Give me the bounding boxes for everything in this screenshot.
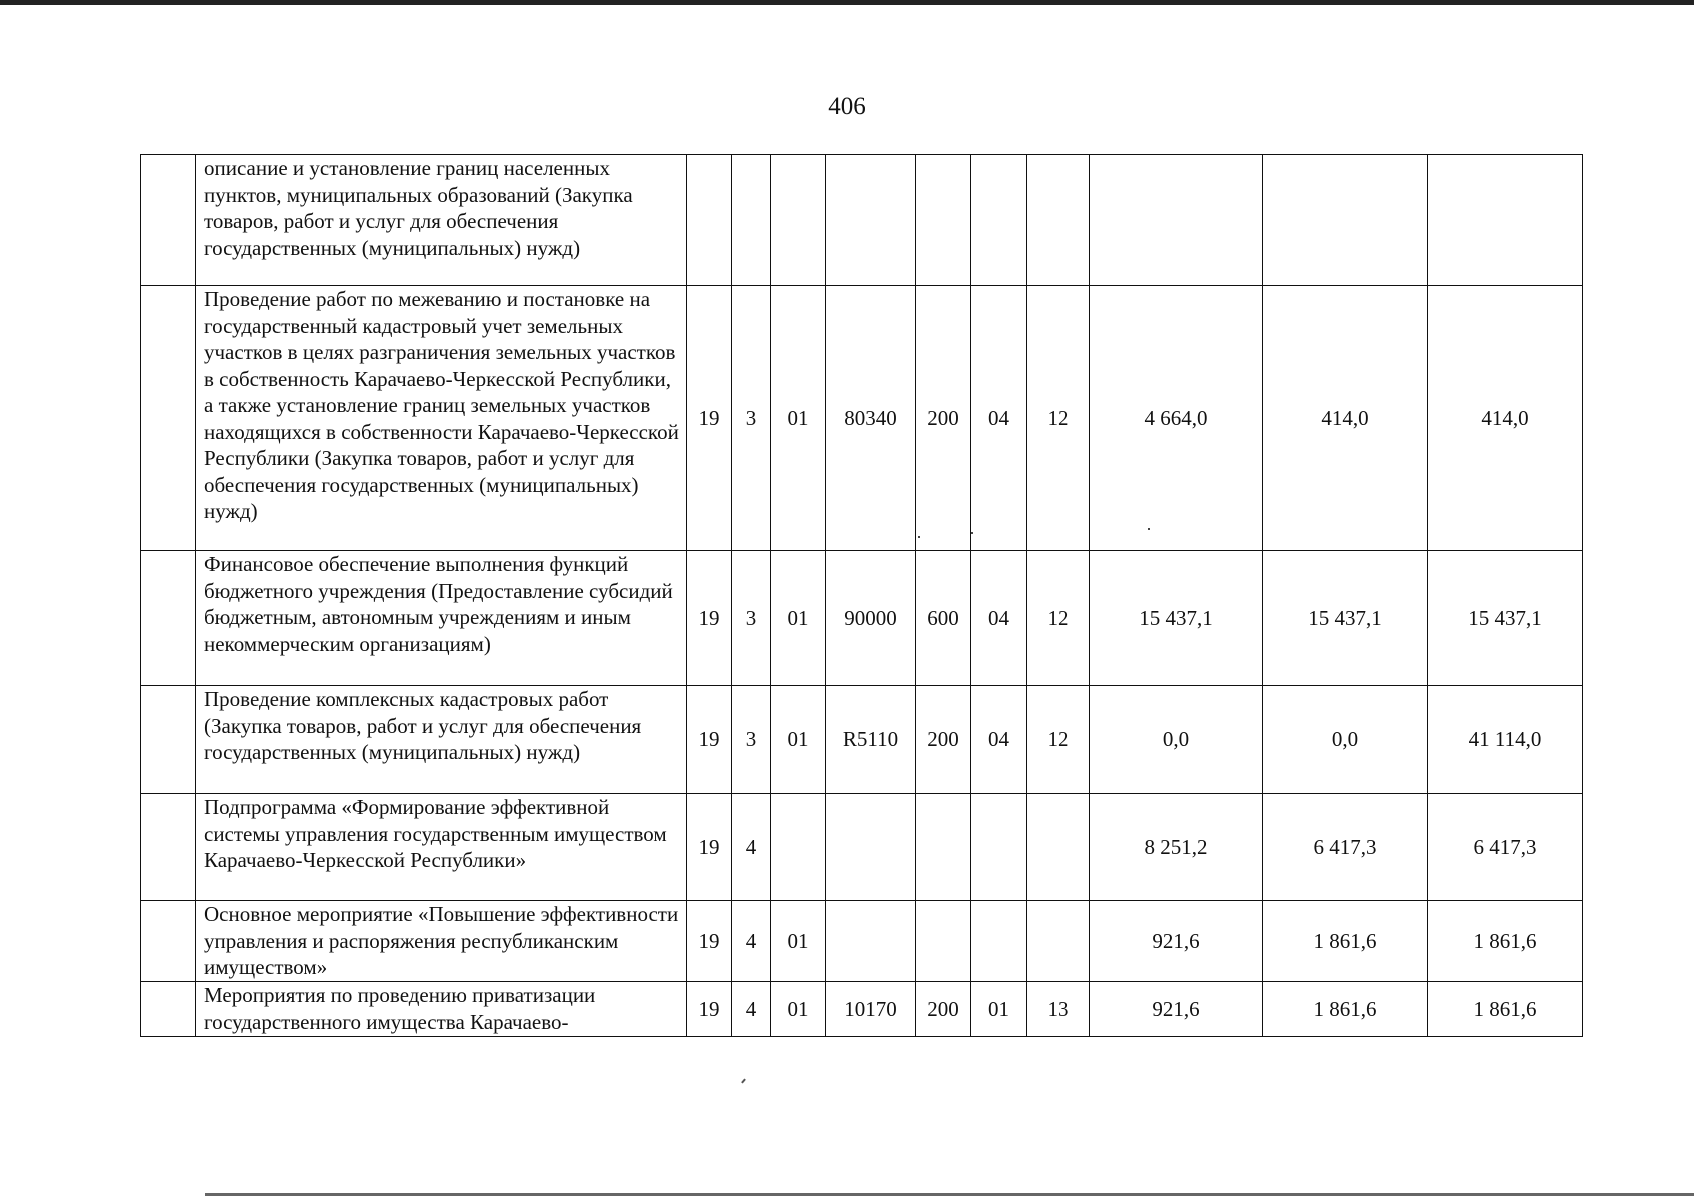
code-cell: 4 <box>732 794 771 901</box>
scan-speck <box>741 1078 746 1083</box>
code-cell: 04 <box>971 686 1027 794</box>
table-row <box>141 686 1583 794</box>
amount-cell: 1 861,6 <box>1263 982 1428 1037</box>
page-number: 406 <box>828 93 866 120</box>
amount-cell: 0,0 <box>1090 686 1263 794</box>
amount-cell: 414,0 <box>1263 286 1428 551</box>
code-cell <box>687 155 732 286</box>
code-cell: 19 <box>687 286 732 551</box>
code-cell: R5110 <box>826 686 916 794</box>
code-cell: 200 <box>916 686 971 794</box>
amount-cell <box>1428 155 1583 286</box>
amount-cell: 41 114,0 <box>1428 686 1583 794</box>
amount-cell: 8 251,2 <box>1090 794 1263 901</box>
code-cell: 13 <box>1027 982 1090 1037</box>
scan-top-edge <box>0 0 1694 5</box>
code-cell: 01 <box>771 901 826 982</box>
code-cell <box>916 155 971 286</box>
amount-cell: 6 417,3 <box>1428 794 1583 901</box>
code-cell <box>1027 794 1090 901</box>
row-number-cell <box>141 155 196 286</box>
description-cell: Финансовое обеспечение выполнения функций бюджетного учреждения (Предоставление субсидий бюджетным, автономным учреждениям и иным некоммерческим организациям) <box>196 551 687 686</box>
code-cell: 19 <box>687 901 732 982</box>
code-cell: 80340 <box>826 286 916 551</box>
amount-cell <box>1090 155 1263 286</box>
code-cell: 01 <box>771 551 826 686</box>
scan-speck <box>1148 528 1150 530</box>
amount-cell <box>1263 155 1428 286</box>
code-cell: 10170 <box>826 982 916 1037</box>
table-row <box>141 901 1583 982</box>
table-row <box>141 982 1583 1037</box>
code-cell: 4 <box>732 982 771 1037</box>
code-cell: 4 <box>732 901 771 982</box>
code-cell <box>1027 901 1090 982</box>
description-cell: Подпрограмма «Формирование эффективной системы управления государственным имуществом Карачаево-Черкесской Республики» <box>196 794 687 901</box>
scan-speck <box>971 532 973 534</box>
scan-bottom-edge <box>205 1193 1694 1196</box>
description-cell: описание и установление границ населенных пунктов, муниципальных образований (Закупка товаров, работ и услуг для обеспечения государственных (муниципальных) нужд) <box>196 155 687 286</box>
amount-cell: 921,6 <box>1090 982 1263 1037</box>
row-number-cell <box>141 794 196 901</box>
code-cell: 12 <box>1027 286 1090 551</box>
code-cell <box>771 155 826 286</box>
code-cell: 3 <box>732 286 771 551</box>
row-number-cell <box>141 901 196 982</box>
code-cell <box>826 794 916 901</box>
amount-cell: 0,0 <box>1263 686 1428 794</box>
code-cell: 12 <box>1027 686 1090 794</box>
table-row <box>141 155 1583 286</box>
amount-cell: 15 437,1 <box>1090 551 1263 686</box>
code-cell <box>916 794 971 901</box>
amount-cell: 1 861,6 <box>1428 901 1583 982</box>
amount-cell: 15 437,1 <box>1263 551 1428 686</box>
table-row <box>141 794 1583 901</box>
code-cell: 200 <box>916 286 971 551</box>
amount-cell: 921,6 <box>1090 901 1263 982</box>
code-cell: 01 <box>771 982 826 1037</box>
code-cell <box>971 794 1027 901</box>
code-cell <box>826 155 916 286</box>
budget-table <box>140 154 1583 1037</box>
code-cell <box>826 901 916 982</box>
scan-speck <box>918 536 920 538</box>
amount-cell: 414,0 <box>1428 286 1583 551</box>
code-cell: 04 <box>971 551 1027 686</box>
description-cell: Основное мероприятие «Повышение эффективности управления и распоряжения республиканским имуществом» <box>196 901 687 982</box>
table-row <box>141 551 1583 686</box>
code-cell <box>771 794 826 901</box>
code-cell <box>971 901 1027 982</box>
code-cell <box>732 155 771 286</box>
row-number-cell <box>141 982 196 1037</box>
code-cell: 19 <box>687 686 732 794</box>
code-cell: 01 <box>771 286 826 551</box>
code-cell: 600 <box>916 551 971 686</box>
amount-cell: 15 437,1 <box>1428 551 1583 686</box>
code-cell: 01 <box>771 686 826 794</box>
description-cell: Мероприятия по проведению приватизации государственного имущества Карачаево- <box>196 982 687 1037</box>
code-cell: 19 <box>687 551 732 686</box>
description-cell: Проведение комплексных кадастровых работ (Закупка товаров, работ и услуг для обеспечения государственных (муниципальных) нужд) <box>196 686 687 794</box>
amount-cell: 1 861,6 <box>1263 901 1428 982</box>
description-cell: Проведение работ по межеванию и постановке на государственный кадастровый учет земельных участков в целях разграничения земельных участков в собственность Карачаево-Черкесской Республики, а также установление границ земельных участков находящихся в собственности Карачаево-Черкесской Республики (Закупка товаров, работ и услуг для обеспечения государственных (муниципальных) нужд) <box>196 286 687 551</box>
code-cell: 200 <box>916 982 971 1037</box>
row-number-cell <box>141 286 196 551</box>
amount-cell: 6 417,3 <box>1263 794 1428 901</box>
amount-cell: 1 861,6 <box>1428 982 1583 1037</box>
code-cell: 3 <box>732 686 771 794</box>
code-cell <box>971 155 1027 286</box>
code-cell <box>1027 155 1090 286</box>
code-cell <box>916 901 971 982</box>
code-cell: 12 <box>1027 551 1090 686</box>
code-cell: 3 <box>732 551 771 686</box>
row-number-cell <box>141 686 196 794</box>
code-cell: 01 <box>971 982 1027 1037</box>
code-cell: 04 <box>971 286 1027 551</box>
amount-cell: 4 664,0 <box>1090 286 1263 551</box>
table-row <box>141 286 1583 551</box>
code-cell: 19 <box>687 794 732 901</box>
row-number-cell <box>141 551 196 686</box>
code-cell: 90000 <box>826 551 916 686</box>
code-cell: 19 <box>687 982 732 1037</box>
